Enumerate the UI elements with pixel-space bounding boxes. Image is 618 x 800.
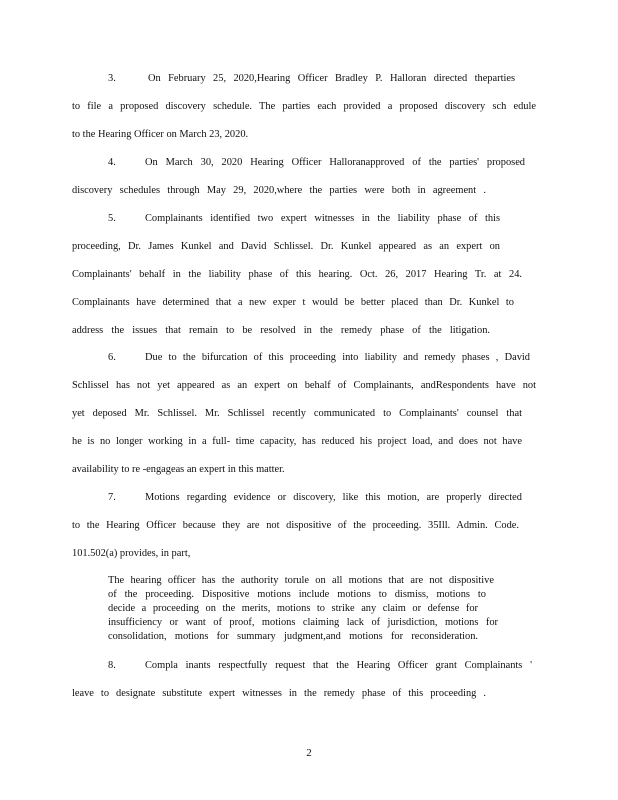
paragraph-number: 8. <box>108 660 116 671</box>
paragraph-line: to the Hearing Officer on March 23, 2020. <box>72 129 249 140</box>
quote-line: of the proceeding. Dispositive motions include motions to dismiss, motions to <box>108 589 486 600</box>
quote-line: insufficiency or want of proof, motions claiming lack of jurisdiction, motions for <box>108 617 498 628</box>
paragraph-line: proceeding, Dr. James Kunkel and David Schlissel. Dr. Kunkel appeared as an expert on <box>72 241 500 252</box>
paragraph-line: On March 30, 2020 Hearing Officer Halloranapproved of the parties' proposed <box>145 157 525 168</box>
paragraph-number: 3. <box>108 73 116 84</box>
quote-line: The hearing officer has the authority torule on all motions that are not dispositive <box>108 575 494 586</box>
paragraph-line: to file a proposed discovery schedule. The parties each provided a proposed discovery sch edule <box>72 101 536 112</box>
paragraph-number: 6. <box>108 352 116 363</box>
paragraph-number: 7. <box>108 492 116 503</box>
quote-line: decide a proceeding on the merits, motions to strike any claim or defense for <box>108 603 478 614</box>
paragraph-line: leave to designate substitute expert witnesses in the remedy phase of this proceeding . <box>72 688 486 699</box>
paragraph-number: 4. <box>108 157 116 168</box>
paragraph-line: Complainants' behalf in the liability phase of this hearing. Oct. 26, 2017 Hearing Tr. at 24. <box>72 269 522 280</box>
page-number: 2 <box>306 747 312 759</box>
paragraph-line: Complainants identified two expert witnesses in the liability phase of this <box>145 213 500 224</box>
paragraph-line: discovery schedules through May 29, 2020,where the parties were both in agreement . <box>72 185 486 196</box>
paragraph-line: he is no longer working in a full- time capacity, has reduced his project load, and does not have <box>72 436 522 447</box>
paragraph-line: Due to the bifurcation of this proceeding into liability and remedy phases , David <box>145 352 530 363</box>
quote-line: consolidation, motions for summary judgment,and motions for reconsideration. <box>108 631 478 642</box>
paragraph-line: availability to re -engageas an expert in this matter. <box>72 464 285 475</box>
paragraph-line: Motions regarding evidence or discovery, like this motion, are properly directed <box>145 492 522 503</box>
paragraph-number: 5. <box>108 213 116 224</box>
paragraph-line: Compla inants respectfully request that the Hearing Officer grant Complainants ' <box>145 660 532 671</box>
paragraph-line: to the Hearing Officer because they are not dispositive of the proceeding. 35Ill. Admin. Code. <box>72 520 519 531</box>
paragraph-line: address the issues that remain to be resolved in the remedy phase of the litigation. <box>72 325 490 336</box>
paragraph-line: Schlissel has not yet appeared as an expert on behalf of Complainants, andRespondents have not <box>72 380 536 391</box>
paragraph-line: On February 25, 2020,Hearing Officer Bradley P. Halloran directed theparties <box>148 73 515 84</box>
paragraph-line: yet deposed Mr. Schlissel. Mr. Schlissel recently communicated to Complainants' counsel that <box>72 408 522 419</box>
paragraph-line: Complainants have determined that a new exper t would be better placed than Dr. Kunkel to <box>72 297 514 308</box>
paragraph-line: 101.502(a) provides, in part, <box>72 548 191 559</box>
